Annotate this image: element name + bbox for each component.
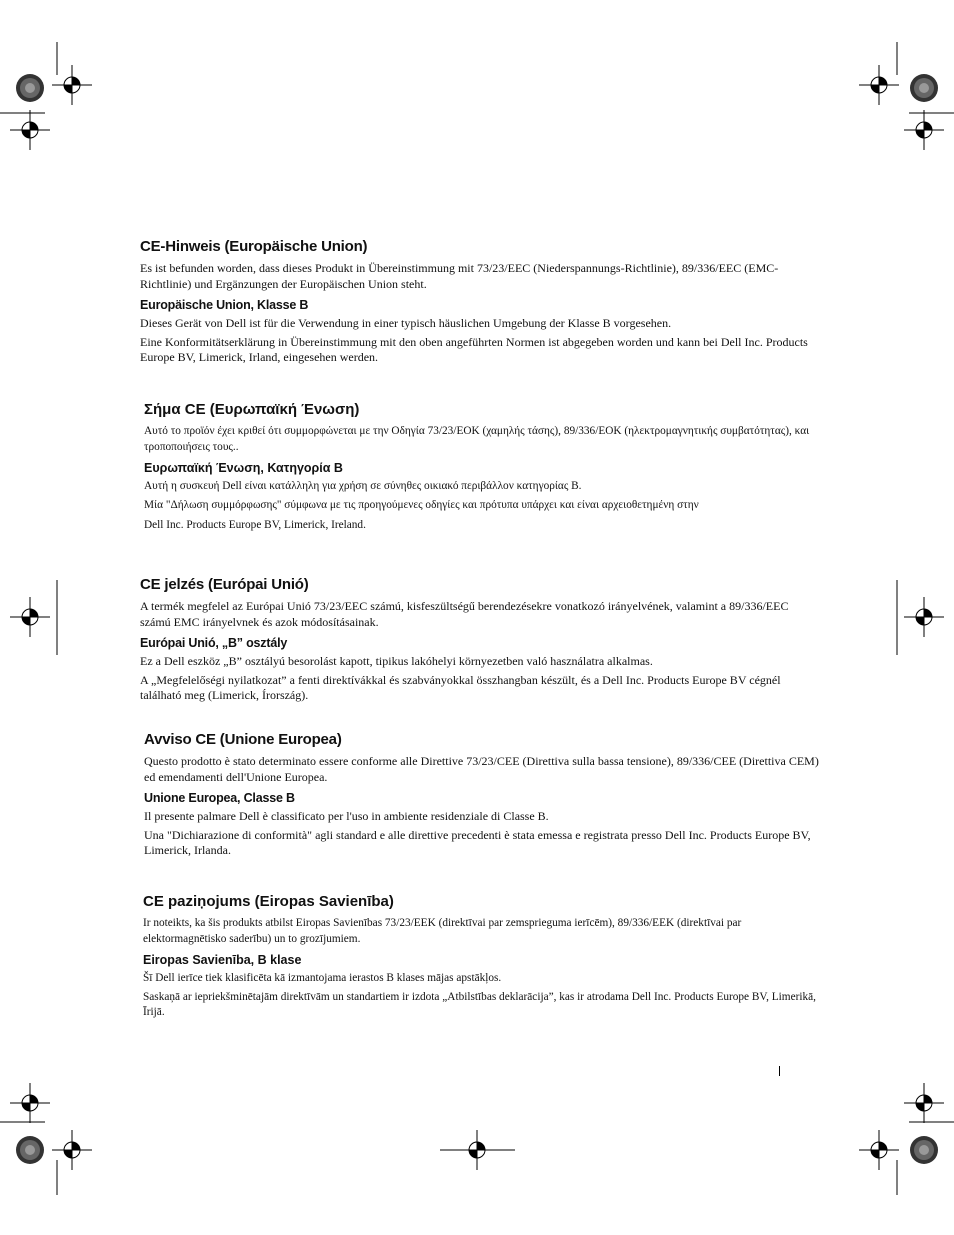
section-title: CE-Hinweis (Europäische Union) [140,238,368,255]
crosshair-icon [52,1130,92,1170]
paragraph: Saskaņā ar iepriekšminētajām direktīvām un standartiem ir izdota „Atbilstības deklarācija”, kas ir atrodama Dell Inc. Products Europe BV, Limerikā, Īrijā. [143,990,816,1018]
paragraph: Dieses Gerät von Dell ist für die Verwendung in einer typisch häuslichen Umgebung der Klasse B vorgesehen. [140,316,672,330]
paragraph: Šī Dell ierīce tiek klasificēta kā izmantojama ierastos B klases mājas apstākļos. [143,972,502,984]
section-title: CE jelzés (Európai Unió) [140,576,309,593]
section-subtitle: Ευρωπαϊκή Ένωση, Κατηγορία Β [144,461,343,475]
crosshair-icon [10,597,50,637]
crosshair-icon [10,1083,50,1123]
paragraph: Αυτό το προϊόν έχει κριθεί ότι συμμορφώνεται με την Οδηγία 73/23/ΕΟΚ (χαμηλής τάσης), 89/336/ΕΟΚ (ηλεκτρομαγνητικής συμβατότητας), και τροποποιήσεις τους.. [144,425,810,453]
color-target-icon [16,1136,44,1164]
section-subtitle: Eiropas Savienība, B klase [143,953,302,967]
crosshair-icon [859,1130,899,1170]
paragraph: Una "Dichiarazione di conformità" agli standard e alle direttive precedenti è stata emessa e registrata presso Dell Inc. Products Europe BV, Limerick, Irlanda. [144,827,811,857]
crosshair-icon [904,110,944,150]
crosshair-icon [10,110,50,150]
paragraph: A termék megfelel az Európai Unió 73/23/EEC számú, kisfeszültségű berendezésekre vonatkozó irányelvének, valamint a 89/336/EEC számú EMC irányelvnek és azok módosításainak. [140,599,789,629]
paragraph: Il presente palmare Dell è classificato per l'uso in ambiente residenziale di Classe B. [144,809,549,823]
paragraph: Es ist befunden worden, dass dieses Produkt in Übereinstimmung mit 73/23/EEC (Niederspannungs-Richtlinie), 89/336/EEC (EMC-Richtlinie) und Ergänzungen der Europäischen Union steht. [140,261,779,291]
section-title: Σήμα CE (Ευρωπαϊκή Ένωση) [144,401,360,418]
color-target-icon [910,74,938,102]
paragraph: Questo prodotto è stato determinato essere conforme alle Direttive 73/23/CEE (Direttiva sulla bassa tensione), 89/336/CEE (Direttiva CEM) ed emendamenti dell'Unione Europea. [144,754,819,784]
paragraph: Αυτή η συσκευή Dell είναι κατάλληλη για χρήση σε σύνηθες οικιακό περιβάλλον κατηγορίας B. [144,480,582,492]
section-title: CE paziņojums (Eiropas Savienība) [143,893,394,910]
color-target-icon [16,74,44,102]
crosshair-icon [52,65,92,105]
section-subtitle: Europäische Union, Klasse B [140,298,309,312]
paragraph: Μία "Δήλωση συμμόρφωσης" σύμφωνα με τις προηγούμενες οδηγίες και πρότυπα υπάρχει και είναι αρχειοθετημένη στην [144,498,699,511]
color-target-icon [910,1136,938,1164]
paragraph: Dell Inc. Products Europe BV, Limerick, Ireland. [144,519,366,531]
section-title: Avviso CE (Unione Europea) [144,731,342,748]
section-subtitle: Unione Europea, Classe B [144,791,295,805]
crosshair-icon [904,1083,944,1123]
crosshair-icon [904,597,944,637]
paragraph: Ir noteikts, ka šis produkts atbilst Eiropas Savienības 73/23/EEK (direktīvai par zemsprieguma ierīcēm), 89/336/EEK (direktīvai par elektormagnētisko saderību) un to grozījumiem. [143,917,742,945]
paragraph: A „Megfelelőségi nyilatkozat” a fenti direktívákkal és szabványokkal összhangban készült, és a Dell Inc. Products Europe BV cégnél található meg (Limerick, Írország). [140,672,781,702]
section-subtitle: Európai Unió, „B” osztály [140,636,288,650]
paragraph: Eine Konformitätserklärung in Übereinstimmung mit den oben angeführten Normen ist abgegeben worden und kann bei Dell Inc. Products Europe BV, Limerick, Irland, eingesehen werden. [140,334,808,364]
crosshair-icon [859,65,899,105]
paragraph: Ez a Dell eszköz „B” osztályú besorolást kapott, tipikus lakóhelyi környezetben való használatra alkalmas. [140,654,653,668]
